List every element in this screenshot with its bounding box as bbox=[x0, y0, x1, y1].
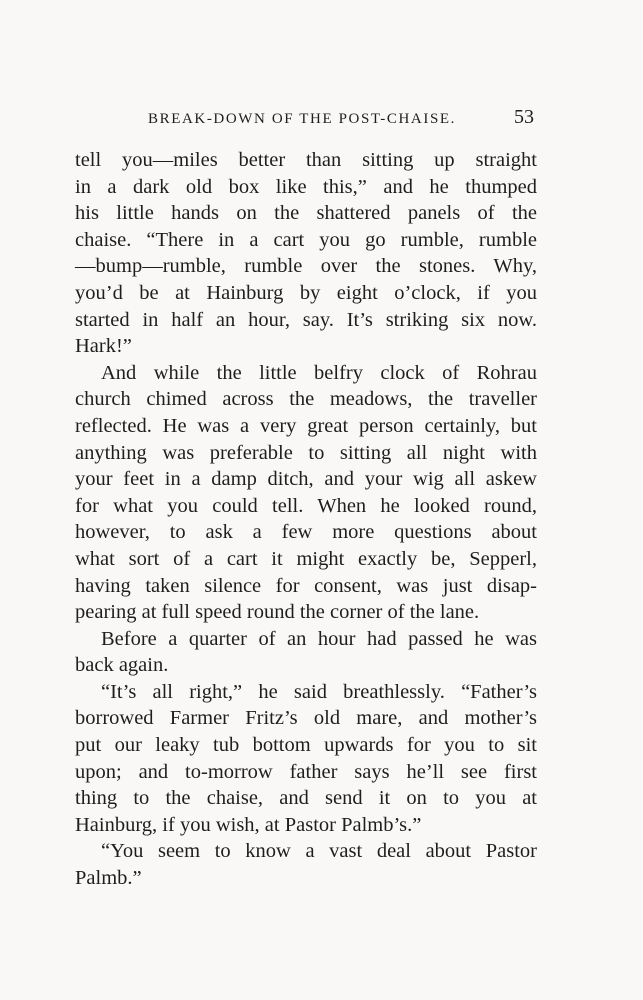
text-line: put our leaky tub bottom upwards for you to sit bbox=[75, 734, 537, 757]
text-line: your feet in a damp ditch, and your wig all askew bbox=[75, 468, 537, 491]
page-number: 53 bbox=[514, 106, 534, 128]
text-line: you’d be at Hainburg by eight o’clock, if you bbox=[75, 281, 537, 304]
text-line: “It’s all right,” he said breathlessly. “Father’s bbox=[101, 680, 537, 703]
running-head bbox=[0, 107, 643, 131]
paragraph bbox=[75, 626, 537, 679]
paragraph bbox=[75, 838, 537, 891]
paragraph bbox=[75, 147, 537, 360]
text-line: what sort of a cart it might exactly be, Sepperl, bbox=[75, 547, 537, 570]
text-line: reflected. He was a very great person certainly, but bbox=[75, 414, 537, 437]
text-line: church chimed across the meadows, the traveller bbox=[75, 388, 537, 411]
running-title: BREAK-DOWN OF THE POST-CHAISE. bbox=[148, 111, 457, 127]
text-line: his little hands on the shattered panels of the bbox=[75, 202, 537, 225]
text-line: back again. bbox=[75, 654, 169, 677]
text-line: in a dark old box like this,” and he thumped bbox=[75, 175, 537, 198]
text-line: for what you could tell. When he looked round, bbox=[75, 494, 537, 517]
text-line: Hainburg, if you wish, at Pastor Palmb’s.” bbox=[75, 813, 422, 836]
text-line: —bump—rumble, rumble over the stones. Why, bbox=[75, 255, 537, 278]
paragraph bbox=[75, 679, 537, 839]
text-line: tell you—miles better than sitting up straight bbox=[75, 149, 537, 171]
text-line: having taken silence for consent, was just disap- bbox=[75, 574, 537, 597]
paragraph bbox=[75, 360, 537, 626]
text-line: anything was preferable to sitting all night with bbox=[75, 441, 537, 464]
text-line: And while the little belfry clock of Rohrau bbox=[101, 361, 537, 384]
body-text bbox=[75, 147, 537, 892]
text-line: Hark!” bbox=[75, 335, 132, 358]
text-line: started in half an hour, say. It’s striking six now. bbox=[75, 308, 537, 331]
text-line: thing to the chaise, and send it on to you at bbox=[75, 787, 537, 810]
text-line: borrowed Farmer Fritz’s old mare, and mother’s bbox=[75, 707, 537, 730]
text-line: however, to ask a few more questions about bbox=[75, 521, 537, 544]
text-line: chaise. “There in a cart you go rumble, rumble bbox=[75, 228, 537, 251]
text-line: upon; and to-morrow father says he’ll see first bbox=[75, 760, 537, 783]
text-line: “You seem to know a vast deal about Pastor bbox=[101, 840, 537, 863]
text-line: pearing at full speed round the corner of the lane. bbox=[75, 601, 480, 624]
text-line: Before a quarter of an hour had passed he was bbox=[101, 627, 537, 650]
text-line: Palmb.” bbox=[75, 867, 142, 890]
